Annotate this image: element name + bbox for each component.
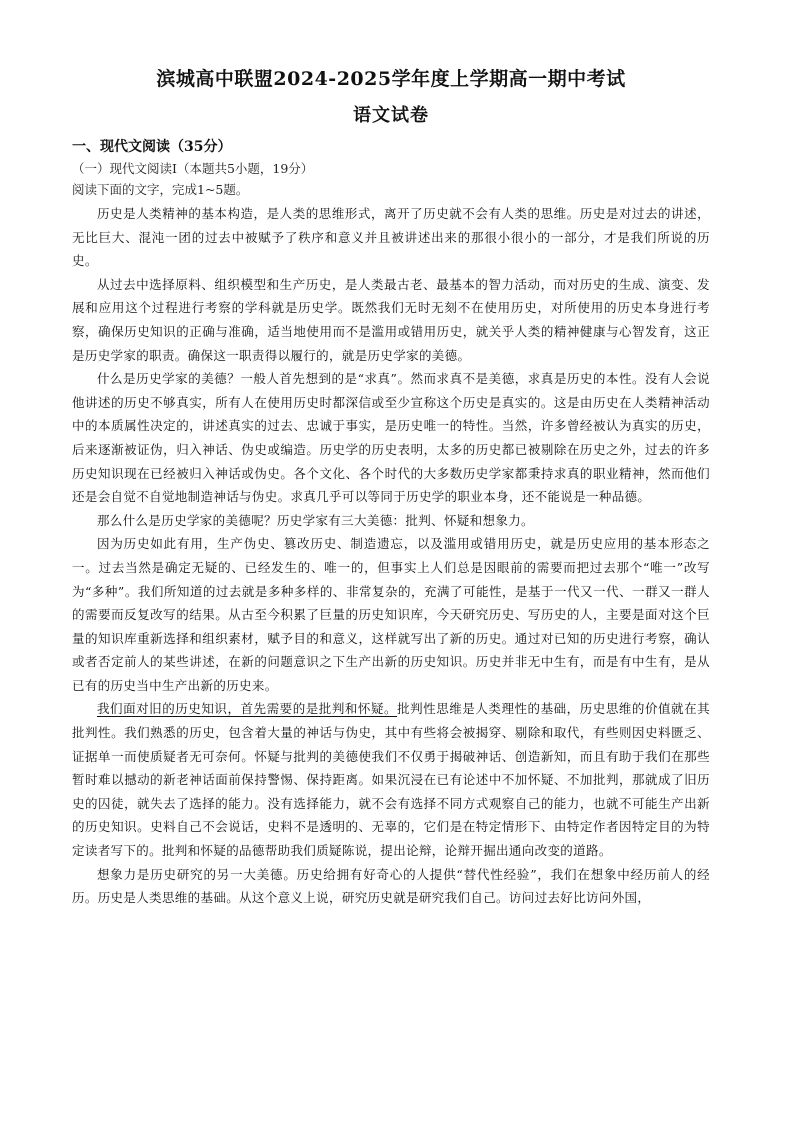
passage-paragraph-5: 因为历史如此有用，生产伪史、篡改历史、制造遗忘，以及滥用或错用历史，就是历史应用的基本形态之一。过去当然是确定无疑的、已经发生的、唯一的，但事实上人们总是因眼前的需要而把过去那个“唯一”改写为“多种”。我们所知道的过去就是多种多样的、非常复杂的，充满了可能性，是基于一代又一代、一群又一群人的需要而反复改写的结果。从古至今积累了巨量的历史知识库，今天研究历史、写历史的人，主要是面对这个巨量的知识库重新选择和组织素材，赋予目的和意义，这样就写出了新的历史。通过对已知的历史进行考察，确认或者否定前人的某些讲述，在新的问题意识之下生产出新的历史知识。历史并非无中生有，而是有中生有，是从已有的历史当中生产出新的历史来。 bbox=[72, 536, 710, 693]
passage-paragraph-6 bbox=[72, 697, 710, 862]
passage-paragraph-6-rest: 批判性思维是人类理性的基础，历史思维的价值就在其批判性。我们熟悉的历史，包含着大量的神话与伪史，其中有些将会被揭穿、剔除和取代，有些则因史料匮乏、证据单一而使质疑者无可奈何。怀疑与批判的美德使我们不仅勇于揭破神话、创造新知，而且有助于我们在那些暂时难以撼动的新老神话面前保持警惕、保持距离。如果沉浸在已有论述中不加怀疑、不加批判，那就成了旧历史的囚徒，就失去了选择的能力。没有选择能力，就不会有选择不同方式观察自己的能力，也就不可能生产出新的历史知识。史料自己不会说话，史料不是透明的、无辜的，它们是在特定情形下、由特定作者因特定目的为特定读者写下的。批判和怀疑的品德帮助我们质疑陈说，提出论辩，论辩开掘出通向改变的道路。 bbox=[72, 701, 710, 859]
exam-title: 滨城高中联盟2024-2025学年度上学期高一期中考试 bbox=[156, 68, 626, 90]
reading-passage bbox=[72, 202, 710, 910]
underlined-key-sentence: 我们面对旧的历史知识，首先需要的是批判和怀疑。 bbox=[97, 701, 398, 717]
subsection-heading-reading-1: （一）现代文阅读Ⅰ（本题共5小题，19分） bbox=[72, 161, 314, 176]
passage-paragraph-4: 那么什么是历史学家的美德呢？历史学家有三大美德：批判、怀疑和想象力。 bbox=[97, 512, 534, 528]
reading-instruction: 阅读下面的文字，完成1~5题。 bbox=[72, 182, 249, 197]
passage-paragraph-1: 历史是人类精神的基本构造，是人类的思维形式，离开了历史就不会有人类的思维。历史是对过去的讲述，无比巨大、混沌一团的过去中被赋予了秩序和意义并且被讲述出来的那很小很小的一部分，才是我们所说的历史。 bbox=[72, 206, 710, 269]
passage-paragraph-2: 从过去中选择原料、组织模型和生产历史，是人类最古老、最基本的智力活动，而对历史的生成、演变、发展和应用这个过程进行考察的学科就是历史学。既然我们无时无刻不在使用历史，对所使用的历史本身进行考察，确保历史知识的正确与准确，适当地使用而不是滥用或错用历史，就关乎人类的精神健康与心智发育，这正是历史学家的职责。确保这一职责得以履行的，就是历史学家的美德。 bbox=[72, 276, 710, 363]
passage-paragraph-3: 什么是历史学家的美德？一般人首先想到的是“求真”。然而求真不是美德，求真是历史的本性。没有人会说他讲述的历史不够真实，所有人在使用历史时都深信或至少宣称这个历史是真实的。这是由历史在人类精神活动中的本质属性决定的，讲述真实的过去、忠诚于事实，是历史唯一的特性。当然，许多曾经被认为真实的历史，后来逐渐被证伪，归入神话、伪史或编造。历史学的历史表明，太多的历史都已被剔除在历史之外，过去的许多历史知识现在已经被归入神话或伪史。各个文化、各个时代的大多数历史学家都秉持求真的职业精神，然而他们还是会自觉不自觉地制造神话与伪史。求真几乎可以等同于历史学的职业本身，还不能说是一种品德。 bbox=[72, 371, 710, 505]
exam-subtitle: 语文试卷 bbox=[353, 105, 429, 126]
passage-paragraph-7: 想象力是历史研究的另一大美德。历史给拥有好奇心的人提供“替代性经验”，我们在想象中经历前人的经历。历史是人类思维的基础。从这个意义上说，研究历史就是研究我们自己。访问过去好比访问外国， bbox=[72, 866, 710, 906]
section-heading-modern-reading: 一、现代文阅读（35分） bbox=[72, 139, 232, 155]
